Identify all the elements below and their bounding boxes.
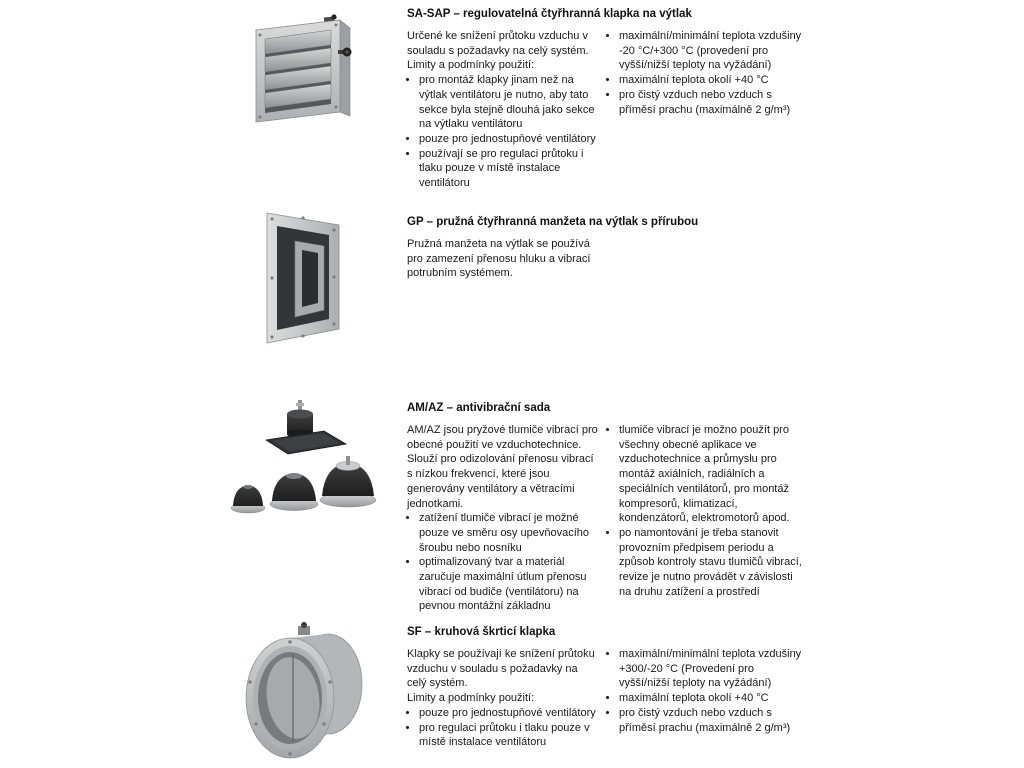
sf-conditions-label: Limity a podmínky použití:: [407, 692, 535, 705]
bullet-item: • tlumiče vibrací je možno použít pro všechny obecné aplikace ve vzduchotechnice a průmyslu pro montáž axiálních, radiálních a speciálních ventilátorů, pro montáž kompresorů, klimatizací, kondenzátorů, elektromotorů apod.: [619, 423, 807, 526]
gp-intro: Pružná manžeta na výtlak se používá pro zamezení přenosu hluku a vibrací potrubním systémem.: [407, 238, 591, 280]
product-title-gp: GP – pružná čtyřhranná manžeta na výtlak s přírubou: [407, 216, 699, 228]
bullet-item: • pro čistý vzduch nebo vzduch s příměsí prachu (maximálně 2 g/m³): [619, 706, 807, 735]
bullet-item: • pouze pro jednostupňové ventilátory: [419, 132, 600, 147]
bullet-item: • pro čistý vzduch nebo vzduch s příměsí prachu (maximálně 2 g/m³): [619, 88, 807, 117]
gp-left-column: [407, 237, 600, 281]
sf-right-bullets: [607, 647, 807, 735]
sf-columns: [407, 647, 809, 750]
product-section-am-az: [407, 402, 809, 614]
product-title-sa-sap: SA-SAP – regulovatelná čtyřhranná klapka na výtlak: [407, 8, 692, 20]
am-az-right-column: [607, 423, 807, 614]
circular-damper-graphic: [242, 620, 366, 764]
flexible-connector-graphic: [262, 206, 346, 348]
sf-product-image: [242, 620, 366, 764]
am-az-intro: AM/AZ jsou pryžové tlumiče vibrací pro obecné použití ve vzduchotechnice. Slouží pro odizolování přenosu vibrací s nízkou frekvencí, které jsou generovány ventilátory a větracími jednotkami.: [407, 424, 598, 510]
sa-sap-intro: Určené ke snížení průtoku vzduchu v souladu s požadavky na celý systém.: [407, 30, 589, 57]
product-title-sf: SF – kruhová škrticí klapka: [407, 626, 556, 638]
sa-sap-right-bullets: [607, 29, 807, 117]
bullet-item: • používají se pro regulaci průtoku i tlaku pouze v místě instalace ventilátoru: [419, 147, 600, 191]
am-az-columns: [407, 423, 809, 614]
sf-left-bullets: [407, 706, 600, 750]
sf-left-column: [407, 647, 600, 750]
product-section-sf: [407, 626, 809, 750]
product-section-sa-sap: [407, 8, 809, 191]
gp-product-image: [262, 206, 346, 348]
bullet-item: • pro regulaci průtoku i tlaku pouze v místě instalace ventilátoru: [419, 721, 600, 750]
product-title-am-az: AM/AZ – antivibrační sada: [407, 402, 551, 414]
bullet-item: • pro montáž klapky jinam než na výtlak ventilátoru je nutno, aby tato sekce byla stejně dlouhá jako sekce na výtlaku ventilátoru: [419, 73, 600, 132]
rectangular-damper-graphic: [248, 8, 352, 124]
gp-columns: [407, 237, 809, 281]
sa-sap-columns: [407, 29, 809, 191]
sa-sap-product-image: [248, 8, 352, 124]
am-az-product-image: [228, 398, 380, 526]
bullet-item: • maximální teplota okolí +40 °C: [619, 691, 807, 706]
bullet-item: • optimalizovaný tvar a materiál zaručuje maximální útlum přenosu vibrací od budiče (ventilátoru) na pevnou montážní základnu: [419, 555, 600, 614]
am-az-left-bullets: [407, 511, 600, 614]
am-az-left-column: [407, 423, 600, 614]
sa-sap-conditions-label: Limity a podmínky použití:: [407, 59, 535, 72]
sa-sap-left-column: [407, 29, 600, 191]
bullet-item: • pouze pro jednostupňové ventilátory: [419, 706, 600, 721]
bullet-item: • maximální/minimální teplota vzdušiny +300/-20 °C (Provedení pro vyšší/nižší teploty na vyžádání): [619, 647, 807, 691]
sf-intro: Klapky se používají ke snížení průtoku vzduchu v souladu s požadavky na celý systém.: [407, 648, 595, 690]
product-section-gp: [407, 216, 809, 281]
bullet-item: • maximální/minimální teplota vzdušiny -20 °C/+300 °C (provedení pro vyšší/nižší teploty na vyžádání): [619, 29, 807, 73]
gp-right-column: [607, 237, 807, 281]
sa-sap-right-column: [607, 29, 807, 191]
sf-right-column: [607, 647, 807, 750]
bullet-item: • po namontování je třeba stanovit provozním předpisem periodu a způsob kontroly stavu tlumičů vibrací, revize je nutno provádět v závislosti na druhu zatížení a prostředí: [619, 526, 807, 600]
bullet-item: • maximální teplota okolí +40 °C: [619, 73, 807, 88]
sa-sap-left-bullets: [407, 73, 600, 191]
am-az-right-bullets: [607, 423, 807, 599]
bullet-item: • zatížení tlumiče vibrací je možné pouze ve směru osy upevňovacího šroubu nebo nosníku: [419, 511, 600, 555]
vibration-dampers-graphic: [228, 398, 380, 526]
